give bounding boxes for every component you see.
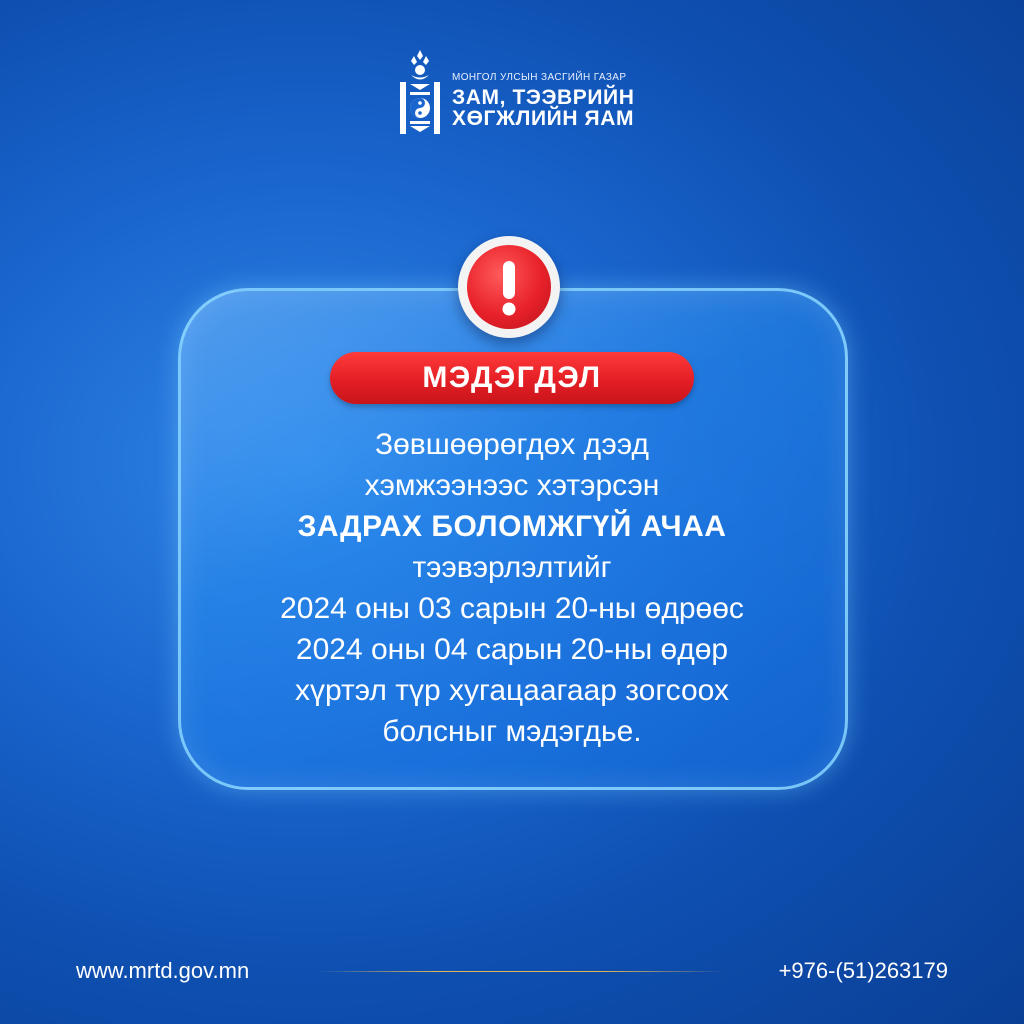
message-line: Зөвшөөрөгдөх дээд: [375, 428, 649, 461]
ministry-logo: [396, 44, 676, 140]
message-line: хэмжээнээс хэтэрсэн: [364, 469, 660, 502]
website-link[interactable]: www.mrtd.gov.mn: [76, 958, 250, 983]
message-line: хүртэл түр хугацаагаар зогсоох: [295, 674, 729, 707]
government-label: МОНГОЛ УЛСЫН ЗАСГИЙН ГАЗАР: [452, 72, 627, 83]
ministry-name: [452, 87, 635, 129]
warning-badge: [458, 236, 560, 338]
exclamation-icon: [467, 245, 551, 329]
message-line: 2024 оны 03 сарын 20-ны өдрөөс: [280, 592, 744, 625]
ministry-name-line1: ЗАМ, ТЭЭВРИЙН: [452, 86, 635, 109]
message-line: 2024 оны 04 сарын 20-ны өдөр: [295, 633, 729, 666]
message-line: тээвэрлэлтийг: [412, 551, 612, 584]
notice-title: МЭДЭГДЭЛ: [422, 361, 602, 394]
ministry-name-line2: ХӨГЖЛИЙН ЯАМ: [452, 107, 635, 130]
footer-divider: [316, 971, 726, 972]
soyombo-icon: [396, 48, 444, 138]
notice-title-badge: [330, 352, 694, 404]
phone-number[interactable]: +976-(51)263179: [778, 958, 948, 983]
notice-message: [190, 424, 834, 752]
message-line: болсныг мэдэгдье.: [382, 715, 642, 748]
message-line-emphasis: ЗАДРАХ БОЛОМЖГҮЙ АЧАА: [297, 510, 727, 543]
